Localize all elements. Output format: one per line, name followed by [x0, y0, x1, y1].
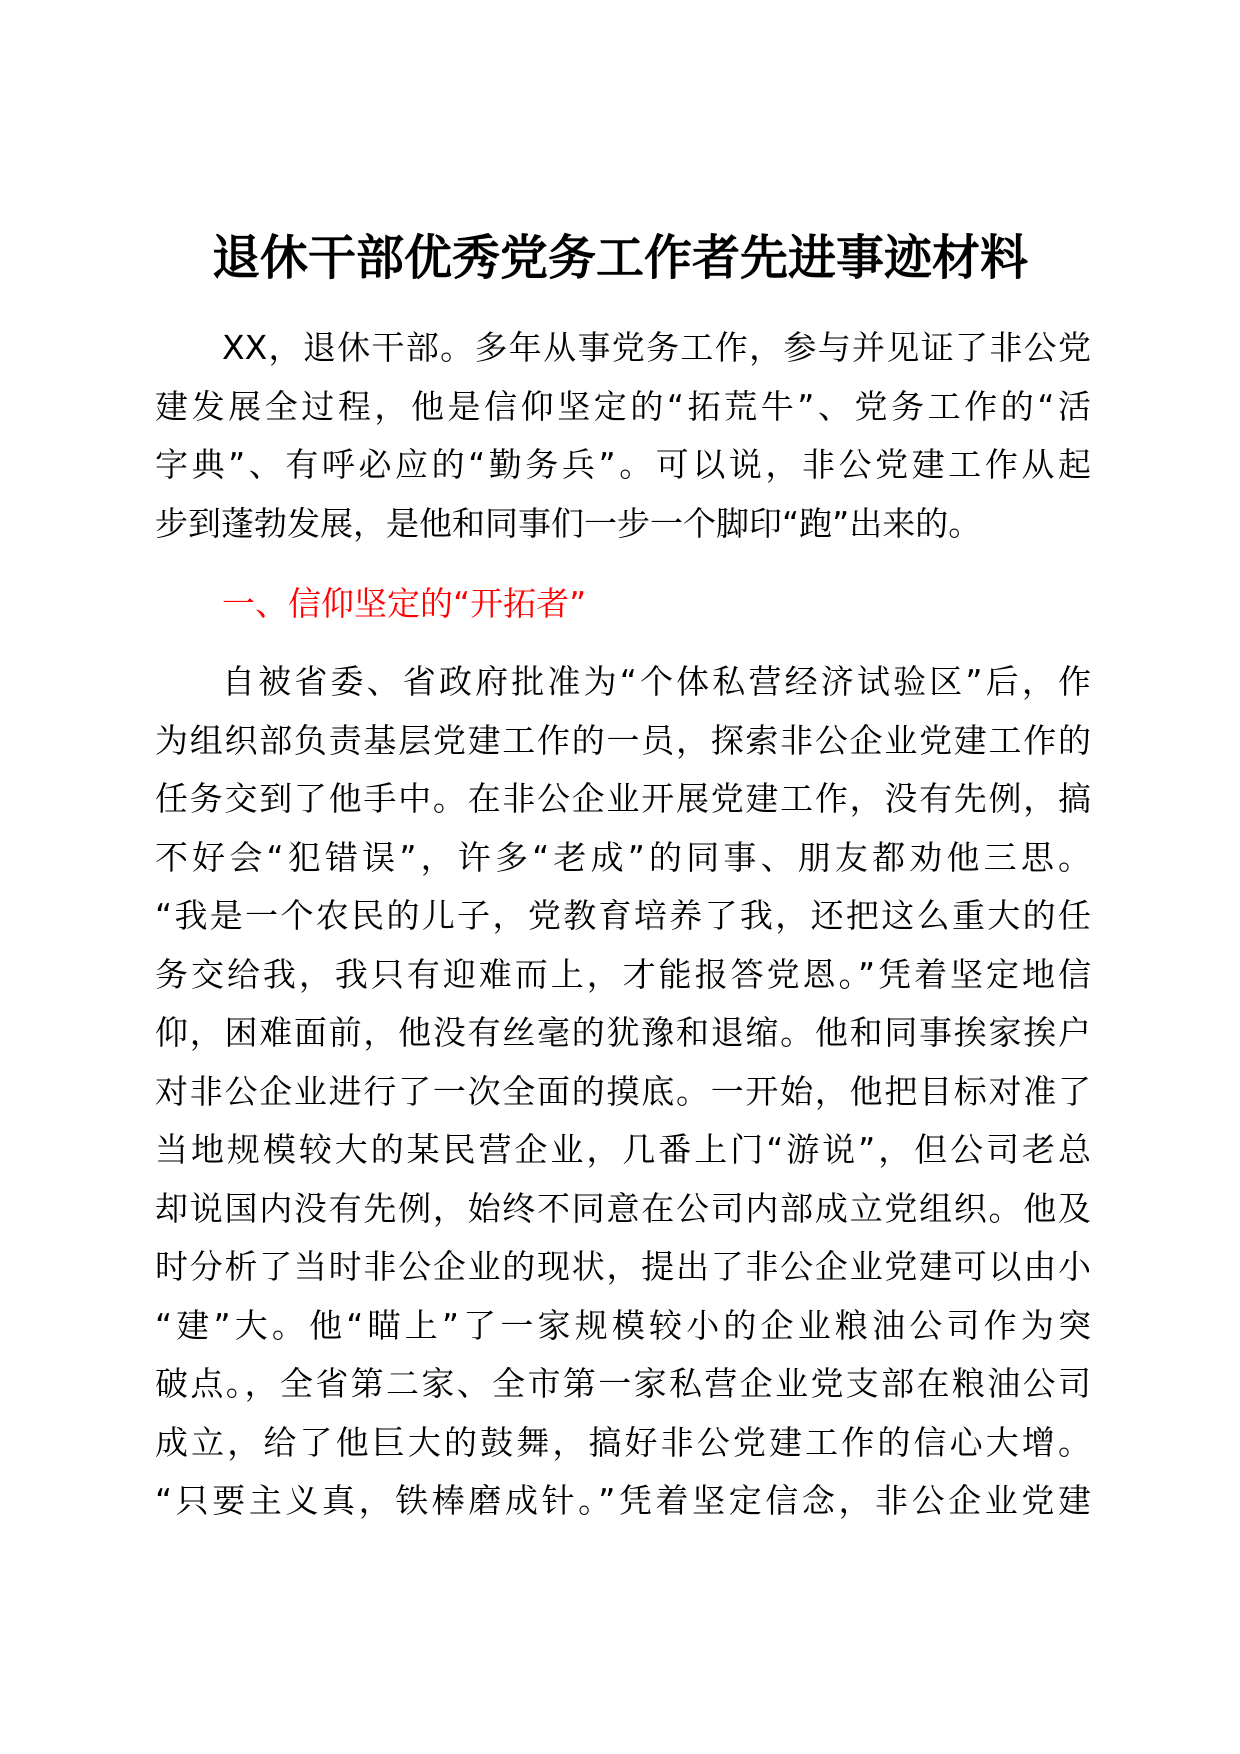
text-line: 仰，困难面前，他没有丝毫的犹豫和退缩。他和同事挨家挨户 — [155, 1013, 1091, 1052]
body-paragraph — [155, 653, 1091, 1531]
text-line: “只要主义真，铁棒磨成针。”凭着坚定信念，非公企业党建 — [155, 1481, 1091, 1520]
text-line: 自被省委、省政府批准为“个体私营经济试验区”后，作 — [222, 662, 1091, 701]
section-heading: 一、信仰坚定的“开拓者” — [222, 584, 587, 623]
text-line: 建发展全过程，他是信仰坚定的“拓荒牛”、党务工作的“活 — [155, 386, 1091, 426]
text-line: 破点。，全省第二家、全市第一家私营企业党支部在粮油公司 — [155, 1364, 1091, 1403]
text-line: 对非公企业进行了一次全面的摸底。一开始，他把目标对准了 — [155, 1071, 1091, 1111]
text-line: 任务交到了他手中。在非公企业开展党建工作，没有先例，搞 — [155, 779, 1091, 818]
text-line: 时分析了当时非公企业的现状，提出了非公企业党建可以由小 — [155, 1247, 1091, 1286]
intro-paragraph — [155, 319, 1091, 553]
text-line: 当地规模较大的某民营企业，几番上门“游说”，但公司老总 — [155, 1130, 1091, 1169]
text-line: “我是一个农民的儿子，党教育培养了我，还把这么重大的任 — [155, 896, 1091, 935]
text-line: 却说国内没有先例，始终不同意在公司内部成立党组织。他及 — [155, 1188, 1091, 1228]
text-line: 为组织部负责基层党建工作的一员，探索非公企业党建工作的 — [155, 720, 1091, 760]
text-line: 步到蓬勃发展，是他和同事们一步一个脚印“跑”出来的。 — [155, 503, 982, 543]
text-line: “建”大。他“瞄上”了一家规模较小的企业粮油公司作为突 — [155, 1305, 1091, 1345]
text-line: XX，退休干部。多年从事党务工作，参与并见证了非公党 — [222, 328, 1091, 367]
text-line: 字典”、有呼必应的“勤务兵”。可以说，非公党建工作从起 — [155, 445, 1091, 484]
text-line: 不好会“犯错误”，许多“老成”的同事、朋友都劝他三思。 — [155, 837, 1091, 877]
text-line: 成立，给了他巨大的鼓舞，搞好非公党建工作的信心大增。 — [155, 1422, 1091, 1462]
document-title: 退休干部优秀党务工作者先进事迹材料 — [211, 230, 1028, 286]
text-line: 务交给我，我只有迎难而上，才能报答党恩。”凭着坚定地信 — [155, 954, 1091, 994]
